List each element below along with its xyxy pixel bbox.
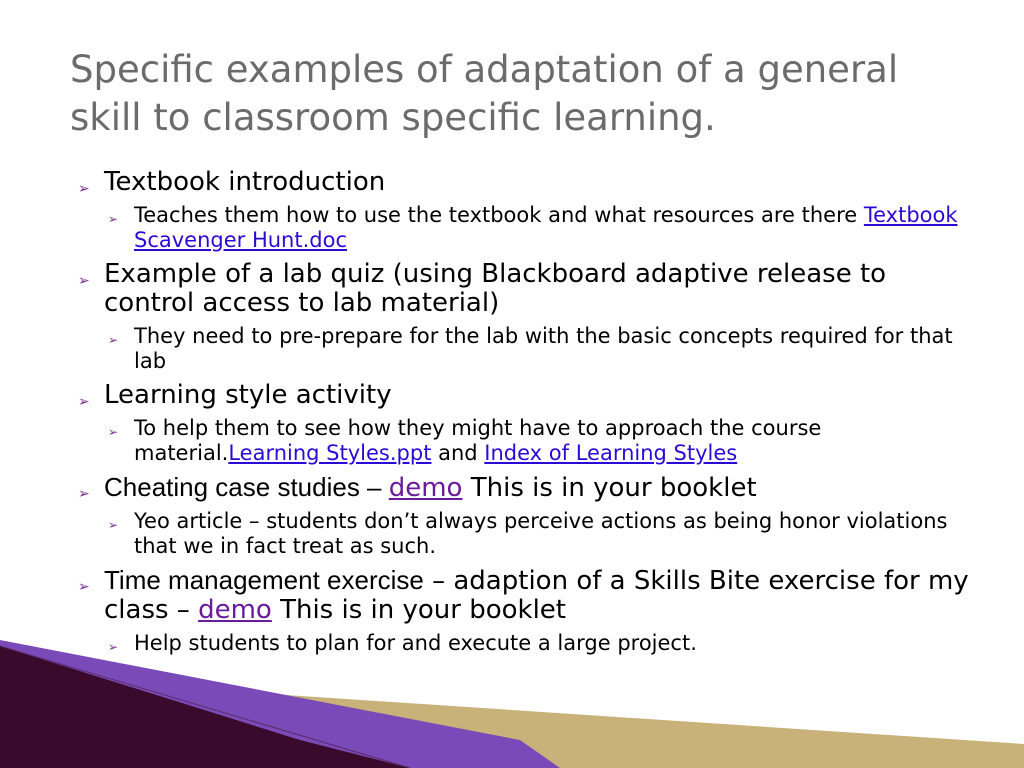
arrow-bullet-icon: ➢	[78, 181, 90, 197]
list-subitem	[74, 416, 974, 465]
arrow-bullet-icon: ➢	[78, 394, 90, 410]
list-subitem	[74, 203, 974, 252]
subitem-text: To help them to see how they might have to approach the course material.	[134, 416, 822, 465]
cheating-demo-link[interactable]: demo	[388, 473, 463, 503]
list-item	[74, 381, 974, 410]
arrow-bullet-icon: ➢	[78, 486, 90, 502]
arrow-bullet-icon: ➢	[108, 212, 119, 226]
item-lead: Cheating case studies –	[104, 472, 389, 502]
list-subitem	[74, 324, 974, 373]
list-item	[74, 566, 974, 625]
item-mid: – adaption of a Skills Bite exercise for my class –	[104, 566, 969, 625]
subitem-text: They need to pre-prepare for the lab with the basic concepts required for that lab	[134, 324, 953, 373]
arrow-bullet-icon: ➢	[78, 579, 90, 595]
item-tail: This is in your booklet	[462, 473, 757, 503]
item-text: Learning style activity	[104, 380, 392, 410]
subitem-text: Help students to plan for and execute a large project.	[134, 631, 697, 655]
arrow-bullet-icon: ➢	[78, 273, 90, 289]
textbook-scavenger-hunt-link[interactable]: Textbook Scavenger Hunt.doc	[134, 203, 958, 252]
index-of-learning-styles-link[interactable]: Index of Learning Styles	[484, 440, 738, 465]
item-tail: This is in your booklet	[271, 595, 566, 625]
item-lead: Time management exercise	[104, 565, 424, 595]
list-subitem	[74, 631, 974, 656]
arrow-bullet-icon: ➢	[108, 333, 119, 347]
list-item	[74, 260, 974, 318]
slide-title: Specific examples of adaptation of a general skill to classroom specific learning.	[70, 48, 899, 139]
arrow-bullet-icon: ➢	[108, 425, 119, 439]
list-item	[74, 473, 974, 503]
time-management-demo-link[interactable]: demo	[198, 595, 272, 625]
list-subitem	[74, 509, 974, 558]
item-text: Textbook introduction	[104, 167, 386, 197]
list-item	[74, 168, 974, 197]
item-text: Example of a lab quiz (using Blackboard adaptive release to control access to lab material)	[104, 259, 887, 318]
arrow-bullet-icon: ➢	[108, 518, 119, 532]
subitem-text: Yeo article – students don’t always perceive actions as being honor violations that we in fact treat as such.	[134, 509, 948, 558]
subitem-text: Teaches them how to use the textbook and what resources are there	[134, 203, 864, 227]
subitem-joiner: and	[431, 440, 485, 465]
arrow-bullet-icon: ➢	[108, 640, 119, 654]
learning-styles-ppt-link[interactable]: Learning Styles.ppt	[228, 440, 432, 465]
bullet-list	[74, 168, 974, 656]
